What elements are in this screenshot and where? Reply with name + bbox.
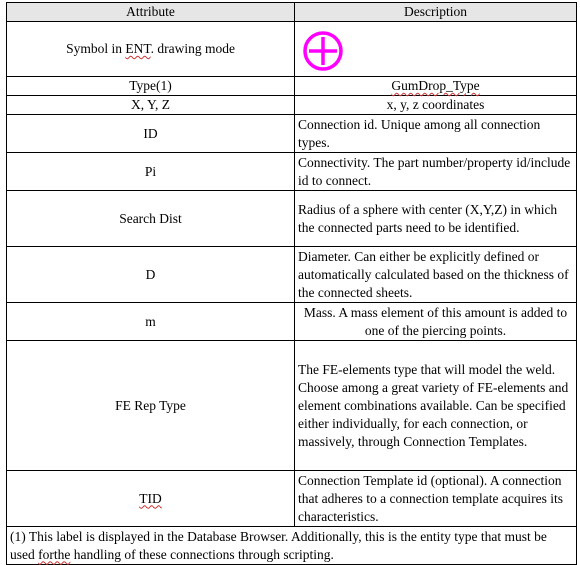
symbol-label-post: . drawing mode xyxy=(150,41,235,56)
attr-cell: D xyxy=(7,247,295,303)
table-row xyxy=(7,247,577,303)
table-row xyxy=(7,153,577,191)
attr-cell xyxy=(7,471,295,527)
table-row xyxy=(7,341,577,471)
footnote-row xyxy=(7,527,577,565)
header-attribute: Attribute xyxy=(7,3,295,22)
desc-cell: Radius of a sphere with center (X,Y,Z) in which the connected parts need to be identified. xyxy=(295,191,577,247)
attr-cell: Pi xyxy=(7,153,295,191)
attr-cell: FE Rep Type xyxy=(7,341,295,471)
header-row xyxy=(7,3,577,22)
desc-cell: Connectivity. The part number/property id/include id to connect. xyxy=(295,153,577,191)
symbol-label-pre: Symbol in xyxy=(66,41,126,56)
symbol-label xyxy=(7,22,295,77)
footnote-post: handling of these connections through scripting. xyxy=(70,546,334,562)
footnote-pre: (1) This label is displayed in the Database Browser. Additionally, this is the entity type that must be used xyxy=(10,528,547,562)
attr-cell: Search Dist xyxy=(7,191,295,247)
header-description: Description xyxy=(295,3,577,22)
desc-cell: The FE-elements type that will model the weld. Choose among a great variety of FE-elements and element combinations available. Can be specified either individually, for each connection, or massively, through Connection Templates. xyxy=(295,341,577,471)
type-value xyxy=(295,77,577,96)
attr-cell: X, Y, Z xyxy=(7,96,295,115)
footnote-squiggle: forthe xyxy=(38,546,71,562)
table-row xyxy=(7,96,577,115)
footnote xyxy=(7,527,577,565)
table-row xyxy=(7,303,577,341)
desc-cell: Connection Template id (optional). A connection that adheres to a connection template acquires its characteristics. xyxy=(295,471,577,527)
table-row xyxy=(7,191,577,247)
magenta-circle-cross-icon xyxy=(301,29,345,73)
attr-cell: ID xyxy=(7,115,295,153)
desc-cell: x, y, z coordinates xyxy=(295,96,577,115)
symbol-cell xyxy=(295,22,577,77)
type-row xyxy=(7,77,577,96)
desc-cell: Diameter. Can either be explicitly defined or automatically calculated based on the thickness of the connected sheets. xyxy=(295,247,577,303)
table-row xyxy=(7,115,577,153)
desc-cell: Connection id. Unique among all connection types. xyxy=(295,115,577,153)
attribute-table xyxy=(6,2,577,565)
symbol-label-ent: ENT xyxy=(125,41,151,56)
type-value-text: GumDrop_Type xyxy=(391,78,480,93)
symbol-row xyxy=(7,22,577,77)
attr-cell: m xyxy=(7,303,295,341)
table-row xyxy=(7,471,577,527)
attr-cell-text: TID xyxy=(139,490,162,506)
type-label: Type(1) xyxy=(7,77,295,96)
desc-cell: Mass. A mass element of this amount is added to one of the piercing points. xyxy=(295,303,577,341)
